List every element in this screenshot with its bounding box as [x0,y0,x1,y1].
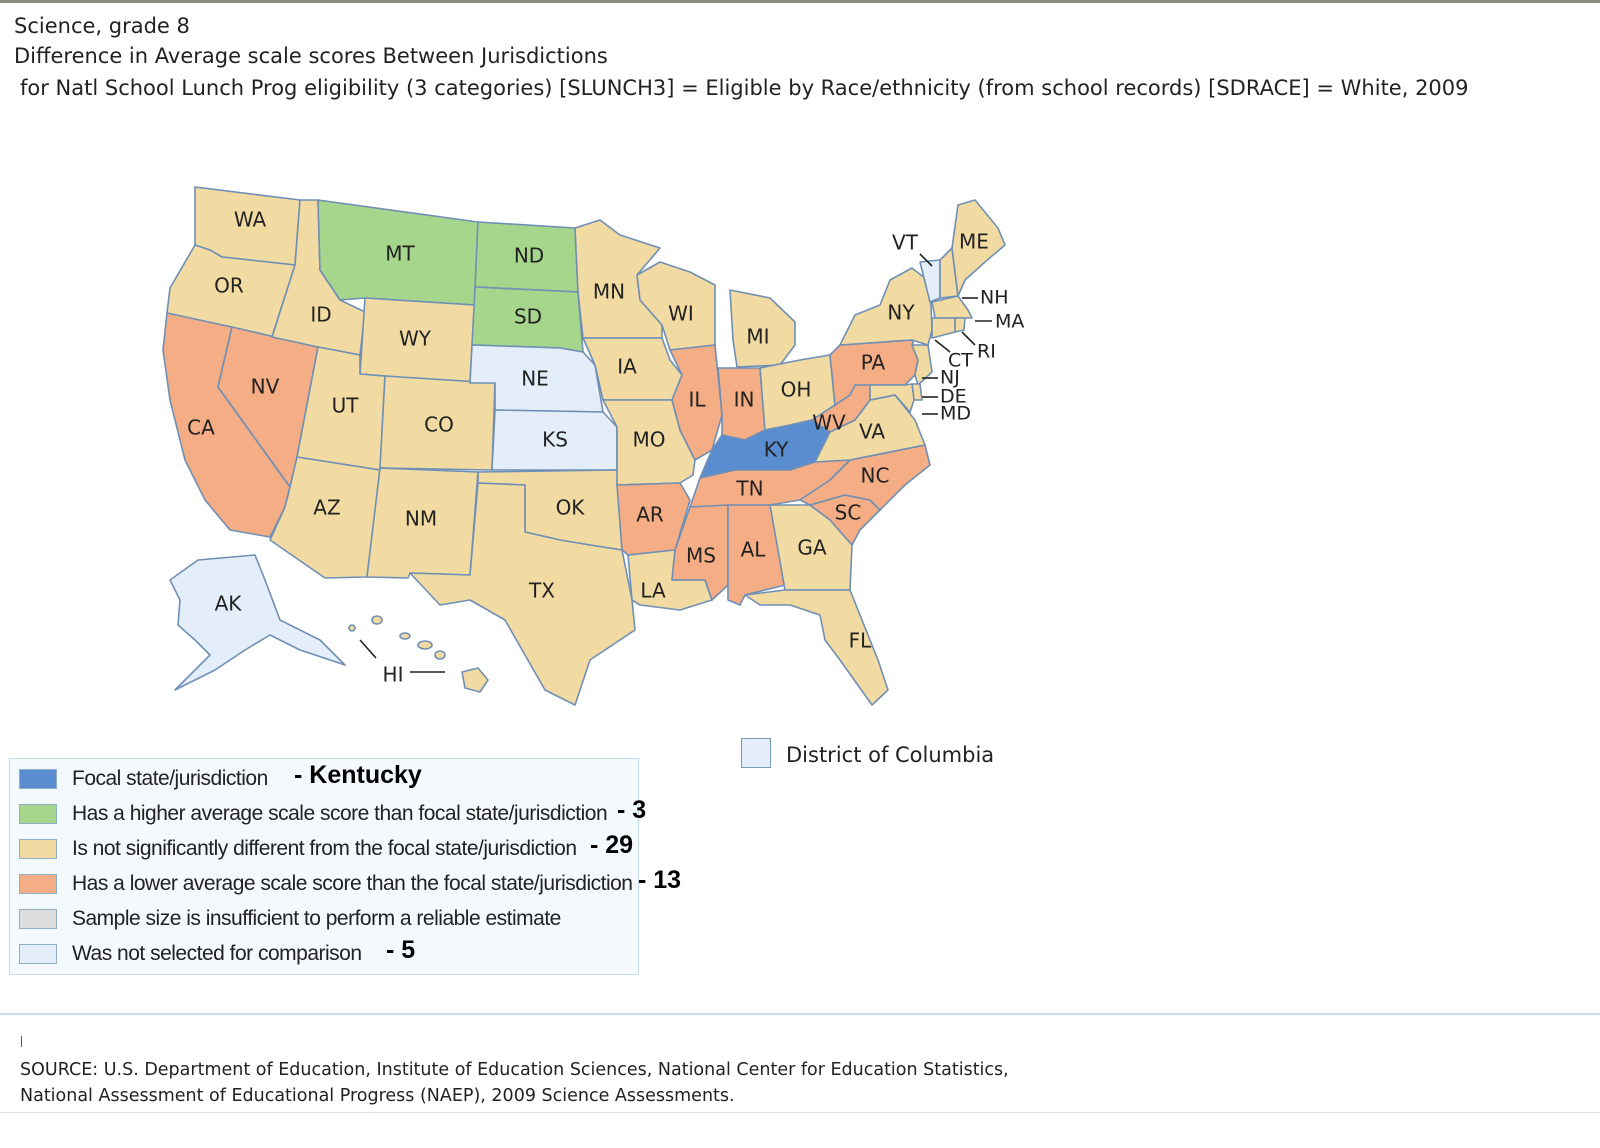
legend-label-insufficient: Sample size is insufficient to perform a reliable estimate [72,907,561,930]
label-nc: NC [860,463,890,488]
legend-label-lower: Has a lower average scale score than the focal state/jurisdiction [72,872,633,895]
legend-label-notselected: Was not selected for comparison [72,942,362,965]
label-ga: GA [797,535,827,560]
label-ms: MS [686,543,716,568]
label-md: MD [940,402,972,425]
label-sd: SD [513,304,543,329]
legend-swatch-focal [19,769,57,789]
label-ca: CA [187,415,215,440]
legend [9,758,682,975]
legend-swatch-notdiff [19,839,57,859]
label-ks: KS [542,427,568,452]
label-nm: NM [404,506,438,531]
label-ct: CT [948,349,973,372]
label-ar: AR [636,502,664,527]
dc-swatch[interactable] [741,738,771,768]
label-me: ME [959,229,989,254]
label-id: ID [310,302,332,327]
leader-hi-1 [360,640,376,658]
dc-label: District of Columbia [786,743,995,767]
legend-count-lower: - 13 [638,866,682,894]
legend-count-notdiff: - 29 [590,831,634,859]
label-sc: SC [834,500,862,525]
legend-label-notdiff: Is not significantly different from the focal state/jurisdiction [72,837,577,860]
label-pa: PA [860,350,886,375]
label-co: CO [424,412,454,437]
legend-label-higher: Has a higher average scale score than focal state/jurisdiction [72,802,608,825]
label-hi: HI [382,662,404,687]
label-va: VA [858,419,886,444]
label-vt: VT [892,230,918,255]
legend-label-focal: Focal state/jurisdiction [72,767,268,790]
label-mi: MI [746,324,770,349]
label-ok: OK [555,495,585,520]
legend-swatch-lower [19,874,57,894]
label-ky: KY [763,437,789,462]
map-subtitle: for Natl School Lunch Prog eligibility (3 categories) [SLUNCH3] = Eligible by Race/ethnicity (from school records) [SDRACE] = White, 2009 [20,76,1469,100]
footer-divider [0,1013,1600,1015]
legend-swatch-insufficient [19,909,57,929]
label-ut: UT [331,393,359,418]
label-il: IL [688,387,706,412]
bottom-border [0,1112,1600,1113]
label-de: DE [940,385,967,408]
label-ne: NE [521,366,549,391]
label-fl: FL [848,628,872,653]
label-oh: OH [780,377,812,402]
source-line-1: SOURCE: U.S. Department of Education, Institute of Education Sciences, National Center for Education Statistics, [20,1060,1009,1080]
label-ak: AK [214,591,242,616]
legend-count-notselected: - 5 [386,936,416,964]
label-nj: NJ [940,366,960,389]
label-az: AZ [313,495,341,520]
state-ny[interactable] [840,268,932,345]
label-in: IN [733,387,755,412]
label-ia: IA [617,354,637,379]
label-al: AL [740,537,766,562]
label-wv: WV [812,410,846,435]
label-ny: NY [887,300,915,325]
label-nd: ND [513,243,545,268]
label-ma: MA [995,310,1025,333]
legend-swatch-notselected [19,944,57,964]
label-ri: RI [977,340,996,363]
state-ct[interactable] [932,318,955,338]
state-hi[interactable] [349,616,488,692]
map-title: Difference in Average scale scores Between Jurisdictions [14,44,608,68]
label-la: LA [640,578,666,603]
label-nh: NH [980,286,1009,309]
subject-title: Science, grade 8 [14,14,190,38]
label-wa: WA [233,207,267,232]
label-wi: WI [668,301,694,326]
legend-swatch-higher [19,804,57,824]
legend-count-focal: - Kentucky [294,761,422,789]
label-or: OR [214,273,244,298]
text-cursor [21,1036,22,1047]
state-ri[interactable] [955,318,965,332]
label-nv: NV [250,374,280,399]
label-mo: MO [632,427,666,452]
legend-count-higher: - 3 [617,796,647,824]
label-wy: WY [399,326,431,351]
label-tn: TN [736,476,764,501]
label-tx: TX [529,578,555,603]
leader-ri [962,332,975,345]
source-line-2: National Assessment of Educational Progress (NAEP), 2009 Science Assessments. [20,1086,735,1106]
label-mt: MT [385,241,415,266]
label-mn: MN [592,279,626,304]
state-ak[interactable] [170,555,345,690]
